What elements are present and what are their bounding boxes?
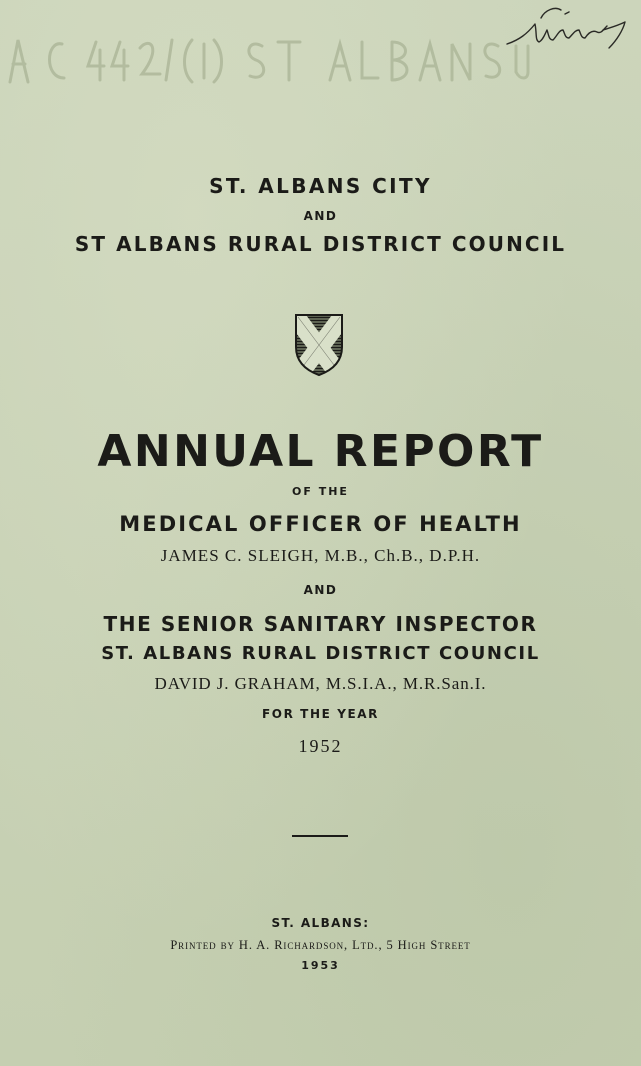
and-connector-1: AND [303,209,338,223]
rural-council-heading: ST ALBANS RURAL DISTRICT COUNCIL [74,232,567,256]
medical-officer-name: JAMES C. SLEIGH, M.B., Ch.B., D.P.H. [160,546,481,565]
sanitary-inspector-title: THE SENIOR SANITARY INSPECTOR [103,612,538,636]
imprint-year: 1953 [301,959,340,972]
saltire-shield-crest-icon [294,313,344,377]
of-the-connector: OF THE [292,485,349,498]
and-connector-2: AND [303,583,338,597]
handwritten-signature [505,0,635,52]
city-council-heading: ST. ALBANS CITY [209,174,432,198]
imprint-printer: Printed by H. A. Richardson, Ltd., 5 High Street [170,938,471,952]
divider-rule [292,835,348,837]
inspector-council-name: ST. ALBANS RURAL DISTRICT COUNCIL [101,643,540,664]
imprint-place: ST. ALBANS: [271,916,370,930]
report-title: ANNUAL REPORT [97,426,544,477]
for-the-year-label: FOR THE YEAR [261,707,380,721]
sanitary-inspector-name: DAVID J. GRAHAM, M.S.I.A., M.R.San.I. [154,674,487,693]
report-year: 1952 [298,736,343,756]
medical-officer-title: MEDICAL OFFICER OF HEALTH [119,512,522,536]
